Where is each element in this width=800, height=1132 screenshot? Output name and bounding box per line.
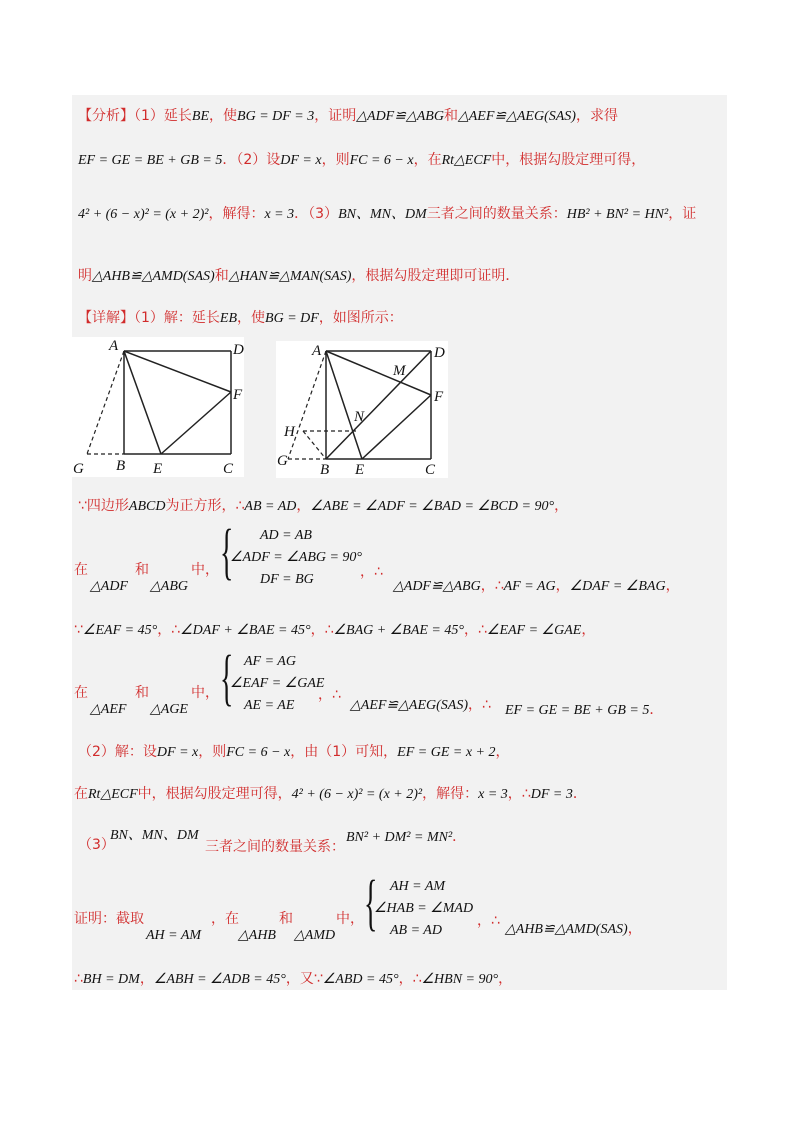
label-D: D (233, 342, 244, 358)
system-1: AD = AB ∠ADF = ∠ABG = 90° DF = BG (230, 528, 363, 587)
proof-line-8e: 和 (279, 911, 293, 927)
proof-line-4-result: △AEF≌△AEG(SAS)，∴ (350, 697, 491, 713)
proof-line-2-tail: ，∴ (360, 564, 383, 580)
label-N: N (354, 409, 365, 425)
label-F: F (233, 387, 243, 403)
figure-2-svg (276, 341, 448, 478)
proof-line-8i: △AHB≌△AMD(SAS)， (505, 921, 642, 937)
analysis-line-1: 【分析】（1）延长BE，使BG = DF = 3，证明△ADF≌△ABG和△AEF≌△AEG(SAS)，求得 (78, 108, 618, 124)
brace-1: { (220, 518, 234, 586)
brace-2: { (220, 644, 234, 712)
proof-line-7a: （3） (78, 837, 115, 853)
proof-line-7c: 三者之间的数量关系： (205, 839, 345, 855)
analysis-line-3: 4² + (6 − x)² = (x + 2)²，解得：x = 3．（3）BN、MN、DM三者之间的数量关系：HB² + BN² = HN²，证 (78, 206, 697, 222)
label-G: G (73, 461, 84, 477)
analysis-tag: 【分析】 (78, 108, 134, 124)
label-C: C (425, 462, 436, 478)
proof-line-2-and: 和 (135, 562, 149, 578)
label-D: D (434, 345, 445, 361)
proof-line-8h: ，∴ (477, 913, 500, 929)
figure-2 (276, 341, 448, 478)
system-2: AF = AG ∠EAF = ∠GAE AE = AE (230, 654, 325, 713)
proof-line-2-tri2: △ABG (150, 579, 188, 594)
proof-line-6: 在Rt△ECF中，根据勾股定理可得，4² + (6 − x)² = (x + 2)²，解得：x = 3，∴DF = 3． (74, 786, 587, 802)
label-E: E (153, 461, 163, 477)
edge-AF (124, 351, 231, 392)
proof-line-9: ∴BH = DM，∠ABH = ∠ADB = 45°，又∵∠ABD = 45°，∴∠HBN = 90°， (74, 971, 513, 987)
label-E: E (355, 462, 365, 478)
proof-line-8c: ，在 (211, 911, 239, 927)
proof-line-4a: 在 (74, 685, 88, 701)
proof-line-2a: 在 (74, 562, 88, 578)
proof-line-3: ∵∠EAF = 45°，∴∠DAF + ∠BAE = 45°，∴∠BAG + ∠BAE = 45°，∴∠EAF = ∠GAE， (74, 622, 596, 638)
proof-line-4-tri2: △AGE (150, 702, 188, 717)
label-A: A (109, 338, 119, 354)
brace-3: { (364, 869, 378, 937)
segment-HB (303, 431, 326, 459)
detail-tag: 【详解】 (78, 310, 134, 326)
proof-line-8a: 证明：截取 (74, 911, 144, 927)
label-B: B (320, 462, 330, 478)
proof-line-2-in: 中， (191, 562, 219, 578)
edge-AG (288, 351, 326, 459)
proof-line-4-in: 中， (191, 685, 219, 701)
proof-line-8g: 中， (336, 911, 364, 927)
proof-line-2-tri: △ADF (90, 579, 128, 594)
label-A: A (312, 343, 322, 359)
edge-AE (326, 351, 362, 459)
proof-line-8d: △AHB (238, 928, 276, 943)
proof-line-5: （2）解：设DF = x，则FC = 6 − x，由（1）可知，EF = GE = x + 2， (78, 744, 510, 760)
proof-line-8b: AH = AM (146, 928, 202, 943)
analysis-line-4: 明△AHB≌△AMD(SAS)和△HAN≌△MAN(SAS)，根据勾股定理即可证明． (78, 268, 520, 284)
edge-EF (362, 395, 431, 459)
system-3: AH = AM ∠HAB = ∠MAD AB = AD (374, 879, 474, 938)
analysis-line-2: EF = GE = BE + GB = 5．（2）设DF = x，则FC = 6 − x，在Rt△ECF中，根据勾股定理可得， (78, 152, 646, 168)
proof-line-4-and: 和 (135, 685, 149, 701)
proof-line-8f: △AMD (294, 928, 336, 943)
label-M: M (393, 363, 406, 379)
proof-line-7d: BN² + DM² = MN²． (346, 829, 467, 845)
proof-line-1: ∵四边形ABCD为正方形，∴AB = AD，∠ABE = ∠ADF = ∠BAD = ∠BCD = 90°， (78, 498, 569, 514)
label-H: H (284, 424, 295, 440)
label-F: F (434, 389, 444, 405)
figure-1 (72, 337, 244, 477)
figure-1-svg (72, 337, 244, 477)
proof-line-4-result2: EF = GE = BE + GB = 5． (505, 702, 664, 718)
edge-AF (326, 351, 431, 395)
edge-AE (124, 351, 161, 454)
proof-line-2-result: △ADF≌△ABG，∴AF = AG，∠DAF = ∠BAG， (393, 578, 680, 594)
edge-AG (87, 351, 124, 454)
solution-panel (72, 95, 727, 990)
detail-line-1: 【详解】（1）解：延长EB，使BG = DF，如图所示： (78, 310, 403, 326)
label-G: G (277, 453, 288, 469)
label-C: C (223, 461, 234, 477)
label-B: B (116, 458, 126, 474)
proof-line-4-tail: ，∴ (318, 687, 341, 703)
edge-EF (161, 392, 231, 454)
proof-line-7b: BN、MN、DM (110, 828, 199, 843)
proof-line-4-tri: △AEF (90, 702, 127, 717)
